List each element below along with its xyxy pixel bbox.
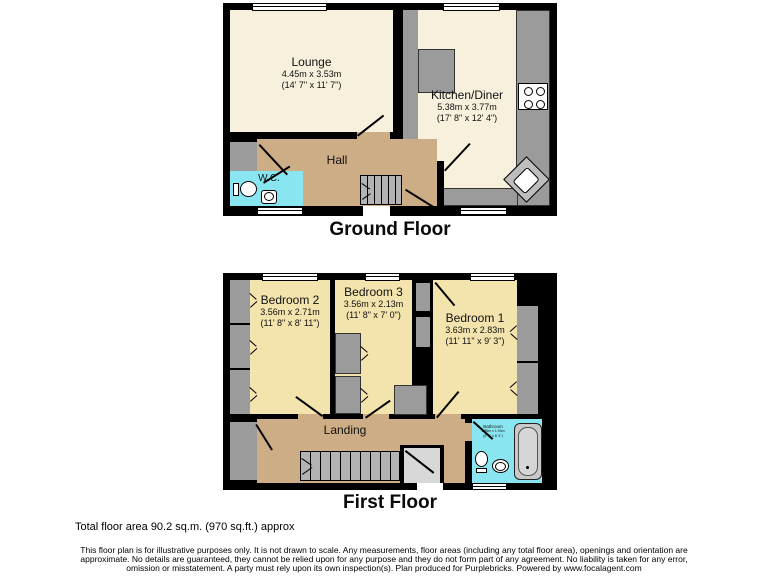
sink-icon: [492, 459, 509, 473]
toilet-tank-icon: [233, 183, 239, 196]
cupboard: [416, 317, 430, 347]
cupboard: [394, 385, 427, 415]
window: [470, 273, 515, 281]
lounge-label: Lounge 4.45m x 3.53m (14' 7" x 11' 7"): [281, 55, 342, 90]
ground-floor-title: Ground Floor: [329, 219, 451, 240]
kitchen-counter-bottom: [441, 188, 518, 206]
hob-icon: [518, 83, 548, 110]
kitchen-unit: [418, 49, 455, 93]
bedroom3-label: Bedroom 3 3.56m x 2.13m (11' 8" x 7' 0"): [343, 285, 404, 320]
wall: [440, 448, 444, 483]
toilet-tank-icon: [476, 468, 487, 473]
door-opening: [417, 483, 443, 490]
sink-icon: [261, 190, 277, 204]
bedroom1-label: Bedroom 1 3.63m x 2.83m (11' 11" x 9' 3"): [445, 311, 505, 346]
hall-cupboard: [230, 142, 257, 171]
landing-cupboard: [230, 422, 257, 480]
disclaimer-text: This floor plan is for illustrative purposes only. It is not drawn to scale. Any measurements, floor areas (including any total floor area), openings and orientation are approximate. No details are guaranteed, they cannot be relied upon for any purpose and they do not form part of any agreement. No liability is taken for any error, omission or misstatement. A party must rely upon its own inspection(s). Plan produced for Purplebricks. Powered by www.focalagent.com: [80, 545, 688, 573]
wc-label: W.C.: [258, 173, 280, 184]
window: [472, 483, 507, 490]
cupboard: [416, 283, 430, 311]
first-floor-title: First Floor: [343, 492, 437, 513]
wardrobe: [517, 306, 538, 361]
bathtub-icon: [514, 423, 542, 480]
total-area-text: Total floor area 90.2 sq.m. (970 sq.ft.) approx: [75, 521, 295, 533]
front-door-opening: [363, 206, 390, 216]
window: [365, 273, 400, 281]
wardrobe: [517, 363, 538, 414]
toilet-icon: [475, 451, 488, 467]
wardrobe: [230, 280, 250, 323]
wall-divider: [403, 10, 418, 140]
window: [262, 273, 318, 281]
window: [460, 207, 507, 215]
wardrobe: [335, 333, 361, 374]
landing-label: Landing: [323, 423, 367, 437]
staircase: [300, 451, 400, 481]
bedroom2-label: Bedroom 2 3.56m x 2.71m (11' 8" x 8' 11"): [260, 293, 320, 328]
window: [443, 3, 500, 11]
staircase: [360, 175, 402, 205]
ground-floor-plan: [223, 3, 557, 216]
hall-label: Hall: [326, 153, 348, 167]
window: [252, 3, 327, 11]
window: [257, 207, 303, 215]
wardrobe: [230, 325, 250, 368]
bathroom-label: Bathroom 1.85m x 1.94m (6' 1" x 6' 4"): [481, 424, 505, 438]
wardrobe: [230, 370, 250, 414]
kitchen-label: Kitchen/Diner 5.38m x 3.77m (17' 8" x 12' 4"): [430, 88, 504, 123]
wall-hall-kitchen: [437, 161, 444, 206]
first-floor-plan: [223, 273, 557, 490]
room-bedroom1: [433, 280, 517, 414]
wardrobe: [335, 376, 361, 414]
